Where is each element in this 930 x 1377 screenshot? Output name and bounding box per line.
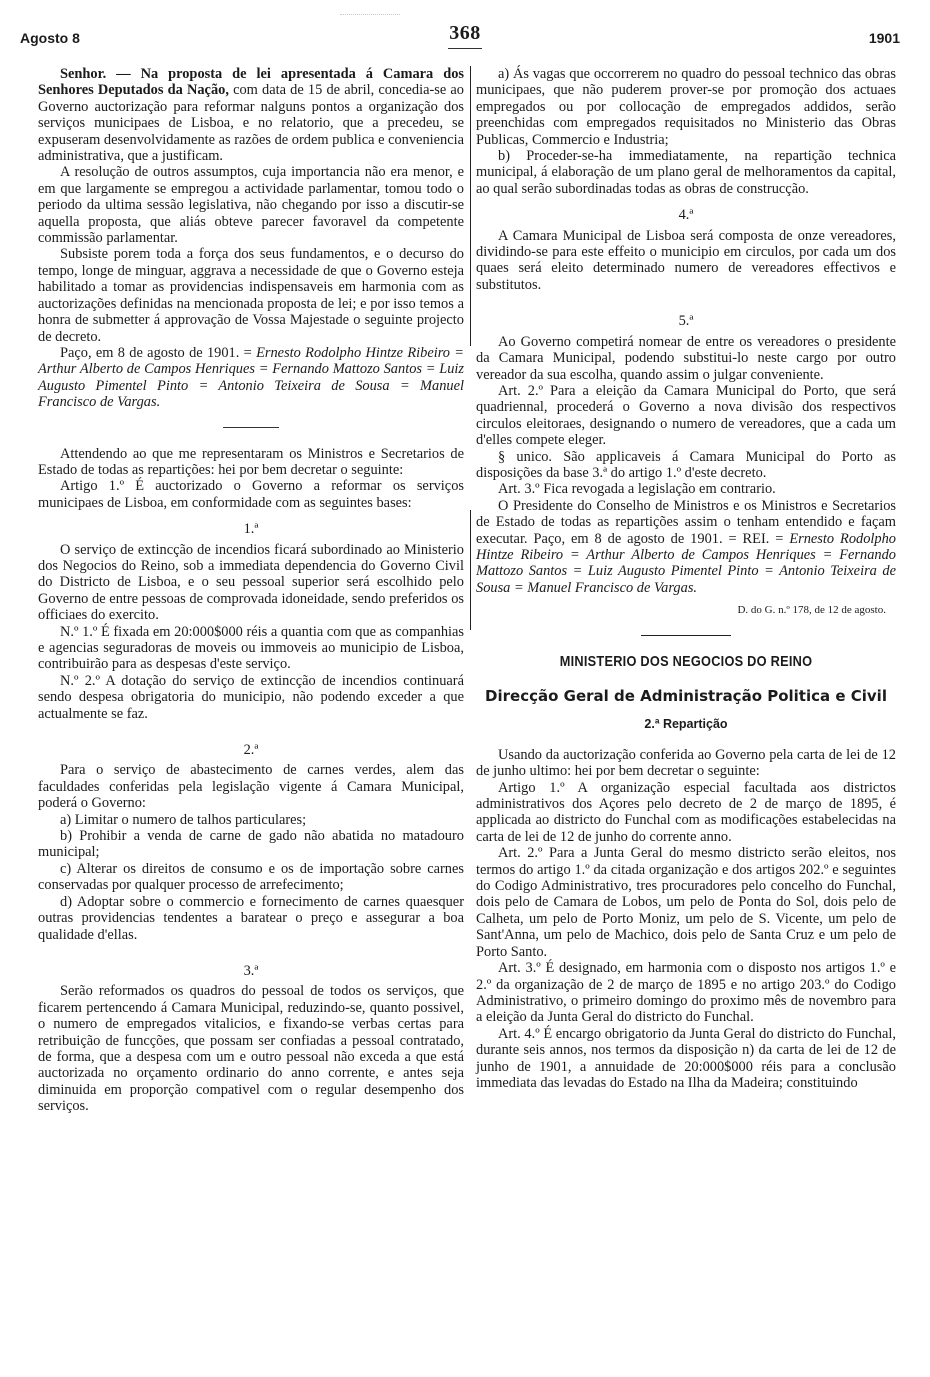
base-2-text: Para o serviço de abastecimento de carnes verdes, alem das faculdades conferidas pela legislação vigente á Camara Municipal, poderá o Governo:	[38, 762, 464, 812]
page-number-underline	[448, 48, 482, 49]
base-5-heading: 5.ª	[678, 313, 694, 330]
decree-preamble: Attendendo ao que me representaram os Ministros e Secretarios de Estado de todas as repartições: hei por bem decretar o seguinte:	[38, 445, 464, 478]
decree-2-article-3: Art. 3.º É designado, em harmonia com o disposto nos artigos 1.º e 2.º da organização de 2 de março de 1895 e no artigo 203.º do Codigo Administrativo, o primeiro domingo do proximo mês de novembro para a eleição da Junta Geral do districto do Funchal.	[476, 960, 896, 1026]
base-2-heading: 2.ª	[243, 742, 259, 759]
base-2-item-a: a) Limitar o numero de talhos particulares;	[60, 811, 307, 828]
report-lead: Senhor. — Na proposta de lei apresentada á Camara dos Senhores Deputados da Nação,	[38, 66, 464, 99]
decree-2-article-4: Art. 4.º É encargo obrigatorio da Junta Geral do districto do Funchal, durante seis annos, nos termos da disposição n) da carta de lei de 12 de junho de 1901, a annuidade de 20:000$000 réis para a conclusão immediata das levadas do Estado na Ilha da Madeira; constituindo	[476, 1025, 896, 1091]
base-4-heading: 4.ª	[678, 207, 694, 224]
base-1-heading: 1.ª	[243, 521, 259, 538]
decree-article-3: Art. 3.º Fica revogada a legislação em contrario.	[498, 481, 776, 498]
decree-2-preamble: Usando da auctorização conferida ao Governo pela carta de lei de 12 de junho ultimo: hei por bem decretar o seguinte:	[476, 746, 896, 780]
print-artifact	[340, 0, 400, 15]
base-2-item-b: b) Prohibir a venda de carne de gado não abatida no matadouro municipal;	[38, 828, 464, 861]
base-1-number-2: N.º 2.º A dotação do serviço de extincção de incendios continuará sendo despesa obrigatoria do municipio, não podendo exceder a que actualmente se faz.	[38, 672, 464, 722]
base-1-text: O serviço de extincção de incendios ficará subordinado ao Ministerio dos Negocios do Reino, sob a immediata dependencia do Governo Civil do Districto de Lisboa, e o seu pessoal superior será escolhido pelo Governo de entre pessoas de comprovada idoneidade, sendo preferidos os officiaes do exercito.	[38, 541, 464, 624]
base-3-text: Serão reformados os quadros do pessoal de todos os serviços, que ficarem pertencendo á Camara Municipal, reduzindo-se, quanto possivel, o numero de empregados vitalicios, e fixando-se verbas certas para retribuição de funcções, que possam ser confiadas a pessoal contratado, de forma, que a despesa com um e outro pessoal não exceda a que está auctorizada no orçamento ordinario do anno corrente, e antes seja diminuida em proporção compativel com o regular desempenho dos serviços.	[38, 983, 464, 1115]
closing-text: O Presidente do Conselho de Ministros e os Ministros e Secretarios de Estado de todas as repartições assim o tenham entendido e façam executar. Paço, em 8 de agosto de 1901. = REI. =	[476, 497, 896, 547]
decree-2-article-1: Artigo 1.º A organização especial facultada aos districtos administrativos dos Açores pelo decreto de 2 de março de 1895, é applicada ao districto do Funchal com as modificações estabelecidas na carta de lei de 12 de junho do corrente anno.	[476, 779, 896, 845]
direccao-heading: Direcção Geral de Administração Politica e Civil	[485, 687, 887, 705]
ministry-heading: MINISTERIO DOS NEGOCIOS DO REINO	[559, 652, 813, 670]
report-date: Paço, em 8 de agosto de 1901. =	[60, 344, 257, 361]
base-2-item-c: c) Alterar os direitos de consumo e os de importação sobre carnes conservadas por qualquer processo de arrefecimento;	[38, 860, 464, 894]
report-paragraph-2: A resolução de outros assumptos, cuja importancia não era menor, e em que largamente se empregou a actividade parlamentar, tomou todo o periodo da ultima sessão legislativa, não chegando por isso a discutir-se aquella proposta, que aliás obteve parecer favoravel da competente commissão parlamentar.	[38, 164, 464, 247]
left-column	[38, 66, 464, 1377]
base-2-item-d: d) Adoptar sobre o commercio e fornecimento de carnes quaesquer outras providencias tendentes a baratear o preço e assegurar a boa qualidade d'ellas.	[38, 893, 464, 943]
base-1-number-1: N.º 1.º É fixada em 20:000$000 réis a quantia com que as companhias e agencias seguradoras de moveis ou immoveis ao municipio de Lisboa, contribuirão para as despesas d'este serviço.	[38, 623, 464, 673]
page-number: 368	[449, 22, 481, 44]
column-divider-mid	[470, 510, 471, 630]
report-p1-text: com data de 15 de abril, concedia-se ao Governo auctorização para reformar nalguns pontos a organização dos serviços municipaes de Lisboa, e no relatorio, que a precedeu, se expuseram desenvolvidamente as razões de ordem publica e conveniencia administrativa, que a justificam.	[38, 82, 464, 165]
base-3-heading: 3.ª	[243, 962, 259, 979]
base-3-item-b: b) Proceder-se-ha immediatamente, na repartição technica municipal, á elaboração de um plano geral de melhoramentos da capital, ao qual serão subordinadas todas as obras de construcção.	[476, 148, 896, 197]
report-paragraph-3: Subsiste porem toda a força dos seus fundamentos, e o decurso do tempo, longe de minguar, aggrava a necessidade de que o Governo esteja habilitado a tomar as providencias indispensaveis em harmonia com as auctorizações definidas na mencionada proposta de lei; e por isso temos a honra de submetter á approvação de Vossa Majestade o seguinte projecto de decreto.	[38, 246, 464, 345]
base-4-text: A Camara Municipal de Lisboa será composta de onze vereadores, dividindo-se para este effeito o municipio em circulos, por cada um dos quaes será eleito determinado numero de vereadores effectivos e substitutos.	[476, 227, 896, 293]
report-paragraph-1	[38, 66, 464, 164]
column-divider-top	[470, 66, 471, 346]
spacer	[476, 293, 896, 303]
closing-signatures: Ernesto Rodolpho Hintze Ribeiro = Arthur Alberto de Campos Henriques = Fernando Mattozo Santos = Luiz Augusto Pimentel Pinto = Antonio Teixeira de Sousa = Manuel Francisco de Vargas.	[476, 530, 896, 596]
page-header	[0, 22, 930, 62]
decree-article-1: Artigo 1.º É auctorizado o Governo a reformar os serviços municipaes de Lisboa, em conformidade com as seguintes bases:	[38, 478, 464, 511]
spacer	[38, 722, 464, 732]
report-signatures: Ernesto Rodolpho Hintze Ribeiro = Arthur Alberto de Campos Henriques = Fernando Mattozo Santos = Luiz Augusto Pimentel Pinto = Antonio Teixeira de Sousa = Manuel Francisco de Vargas.	[38, 344, 464, 411]
right-column	[476, 66, 896, 1377]
base-5-text: Ao Governo competirá nomear de entre os vereadores o presidente da Camara Municipal, podendo substitui-lo neste cargo por outro vereador da sua escolha, quando assim o julgar conveniente.	[476, 333, 896, 383]
source-note: D. do G. n.º 178, de 12 de agosto.	[737, 604, 886, 617]
base-3-item-a: a) Ás vagas que occorrerem no quadro do pessoal technico das obras municipaes, que não puderem prover-se por promoção dos actuaes empregados ou por collocação de empregados addidos, serão preenchidas com empregados requisitados no Ministerio das Obras Publicas, Commercio e Industria;	[476, 66, 896, 148]
report-signature-paragraph	[38, 345, 464, 411]
section-rule	[641, 635, 731, 636]
section-rule	[223, 427, 279, 428]
reparticao-heading: 2.ª Repartição	[644, 717, 728, 732]
header-date: Agosto 8	[20, 30, 80, 46]
header-year: 1901	[868, 30, 900, 46]
decree-paragraph-unico: § unico. São applicaveis á Camara Municipal do Porto as disposições da base 3.ª do artigo 1.º d'este decreto.	[476, 448, 896, 481]
decree-article-2: Art. 2.º Para a eleição da Camara Municipal do Porto, que será quadriennal, procederá o Governo a nova divisão dos respectivos circulos eleitoraes, designando o numero de vereadores, que a cada um d'elles compete eleger.	[476, 382, 896, 449]
decree-2-article-2: Art. 2.º Para a Junta Geral do mesmo districto serão eleitos, nos termos do artigo 1.º da citada organização e dos artigos 202.º e seguintes do Codigo Administrativo, tres procuradores pelo concelho do Funchal, dois pelo de Camara de Lobos, um pelo de Ponta do Sol, dois pelo de Calheta, um pelo de Porto Moniz, um pelo de S. Vicente, um pelo de Sant'Anna, um pelo de Machico, dois pelo de Santa Cruz e um pelo de Porto Santo.	[476, 845, 896, 960]
spacer	[38, 943, 464, 953]
decree-closing	[476, 498, 896, 596]
